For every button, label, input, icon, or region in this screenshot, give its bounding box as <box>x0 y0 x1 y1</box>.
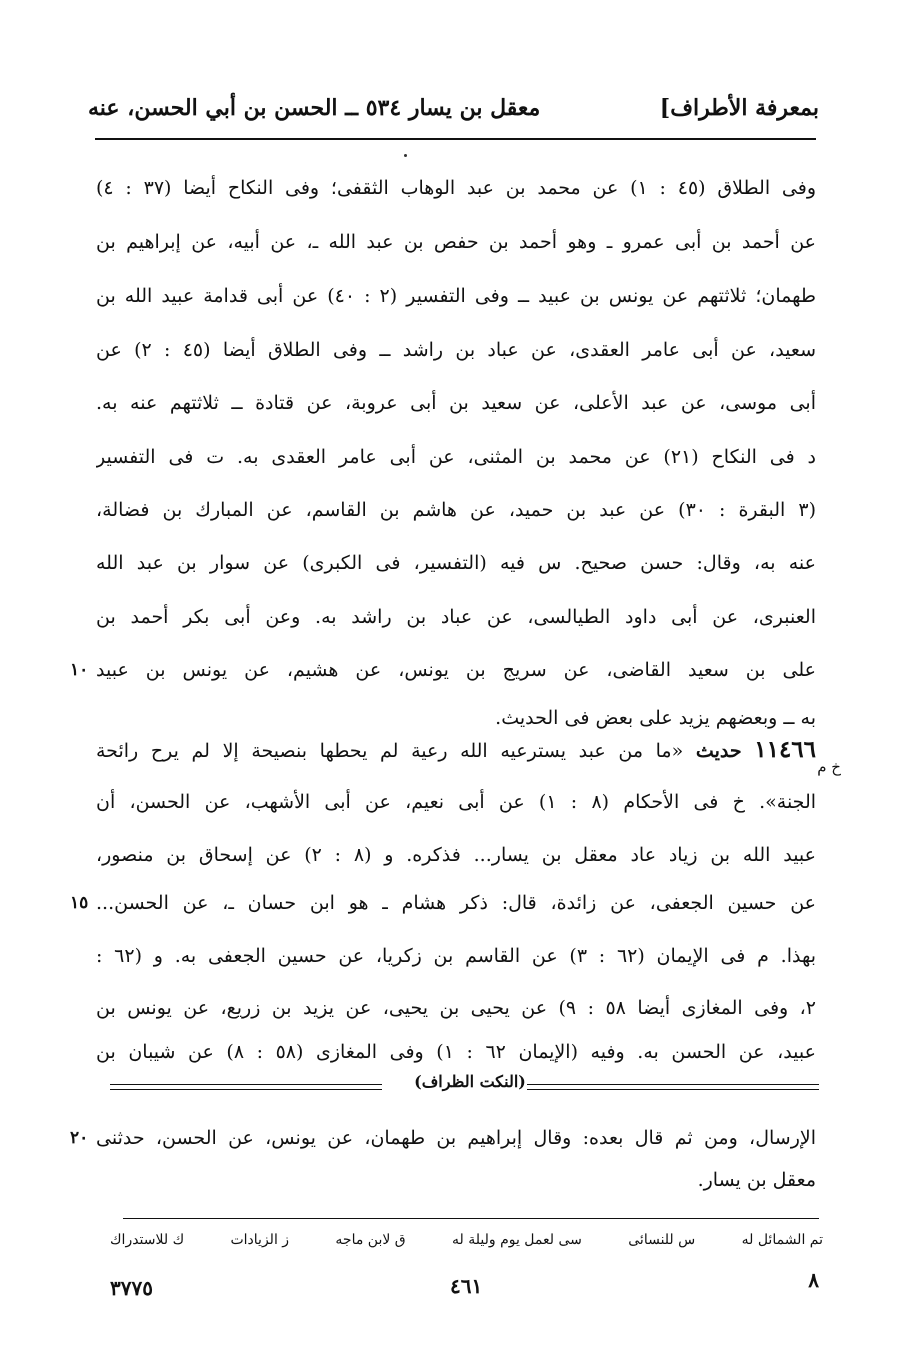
running-header <box>88 88 819 128</box>
nukat-line: الإرسال، ومن ثم قال بعده: وقال إبراهيم بن طهمان، عن يونس، عن الحسن، حدثنى <box>96 1127 816 1149</box>
line-number: ١٥ <box>70 893 89 913</box>
hadith-text: «ما من عبد يسترعيه الله رعية لم يحطها بنصيحة إلا لم يرح رائحة <box>96 740 684 762</box>
hadith-number: ١١٤٦٦ <box>754 736 816 763</box>
chapter-number: ٨ <box>808 1268 819 1292</box>
text-line: ٢، وفى المغازى أيضا ٥٨ : ٩) عن يحيى بن يحيى، عن يزيد بن زريع، عن يونس بن <box>96 997 816 1019</box>
nukat-divider <box>110 1072 819 1100</box>
text-line: عن حسين الجعفى، عن زائدة، قال: ذكر هشام ـ هو ابن حسان ـ، عن الحسن... <box>96 892 816 914</box>
text-line: عبيد الله بن زياد عاد معقل بن يسار... فذكره. و (٨ : ٢) عن إسحاق بن منصور، <box>96 844 816 866</box>
text-line: طهمان؛ ثلاثتهم عن يونس بن عبيد ــ وفى التفسير (٢ : ٤٠) عن أبى قدامة عبيد الله بن <box>96 285 816 307</box>
ink-dot <box>404 154 407 157</box>
header-left: معقل بن يسار ٥٣٤ ــ الحسن بن أبي الحسن، عنه <box>88 95 541 121</box>
line-number: ١٠ <box>70 660 89 680</box>
page-number: ٤٦١ <box>450 1274 483 1298</box>
footer-rule <box>123 1218 819 1219</box>
text-line: عن أحمد بن أبى عمرو ـ وهو أحمد بن حفص بن عبد الله ـ، عن أبيه، عن إبراهيم بن <box>96 231 816 253</box>
nukat-title: (النكت الظراف) <box>414 1072 526 1091</box>
page-footer <box>110 1268 819 1308</box>
hadith-label: حديث <box>695 740 742 762</box>
text-line: عنه به، وقال: حسن صحيح. س فيه (التفسير، فى الكبرى) عن سوار بن عبد الله <box>96 552 816 574</box>
hadith-heading-line <box>96 730 816 770</box>
text-line: د فى النكاح (٢١) عن محمد بن المثنى، عن أبى عامر العقدى به. ت فى التفسير <box>96 446 816 468</box>
abbrev-item: سى لعمل يوم وليلة له <box>452 1232 582 1248</box>
source-codes: خ م <box>817 758 841 776</box>
text-line: الجنة». خ فى الأحكام (٨ : ١) عن أبى نعيم، عن أبى الأشهب، عن الحسن، أن <box>96 791 816 813</box>
abbrev-item: ز الزيادات <box>230 1232 290 1248</box>
text-line: سعيد، عن أبى عامر العقدى، عن عباد بن راشد ــ وفى الطلاق أيضا (٤٥ : ٢) عن <box>96 339 816 361</box>
divider-rule <box>110 1084 382 1090</box>
header-rule <box>95 138 816 140</box>
line-number: ٢٠ <box>70 1128 89 1148</box>
text-line: به ــ وبعضهم يزيد على بعض فى الحديث. <box>495 707 816 729</box>
text-line: وفى الطلاق (٤٥ : ١) عن محمد بن عبد الوهاب الثقفى؛ وفى النكاح أيضا (٣٧ : ٤) <box>96 177 816 199</box>
abbreviation-key <box>110 1232 823 1248</box>
text-line: (٣ البقرة : ٣٠) عن عبد بن حميد، عن هاشم بن القاسم، عن المبارك بن فضالة، <box>96 499 816 521</box>
volume-number: ٣٧٧٥ <box>110 1276 153 1300</box>
text-line: على بن سعيد القاضى، عن سريج بن يونس، عن هشيم، عن يونس بن عبيد <box>96 659 816 681</box>
abbrev-item: س للنسائى <box>628 1232 696 1248</box>
text-line: أبى موسى، عن عبد الأعلى، عن سعيد بن أبى عروبة، عن قتادة ــ ثلاثتهم عنه به. <box>96 392 816 414</box>
header-right: بمعرفة الأطراف] <box>659 95 819 121</box>
abbrev-item: ك للاستدراك <box>110 1232 185 1248</box>
text-line: بهذا. م فى الإيمان (٦٢ : ٣) عن القاسم بن زكريا، عن حسين الجعفى به. و (٦٢ : <box>96 945 816 967</box>
text-line: العنبرى، عن أبى داود الطيالسى، عن عباد بن راشد به. وعن أبى بكر أحمد بن <box>96 606 816 628</box>
divider-rule <box>527 1084 819 1090</box>
nukat-line: معقل بن يسار. <box>697 1169 816 1191</box>
text-line: عبيد، عن الحسن به. وفيه (الإيمان ٦٢ : ١) وفى المغازى (٥٨ : ٨) عن شيبان بن <box>96 1041 816 1063</box>
abbrev-item: تم الشمائل له <box>741 1232 823 1248</box>
abbrev-item: ق لابن ماجه <box>335 1232 406 1248</box>
